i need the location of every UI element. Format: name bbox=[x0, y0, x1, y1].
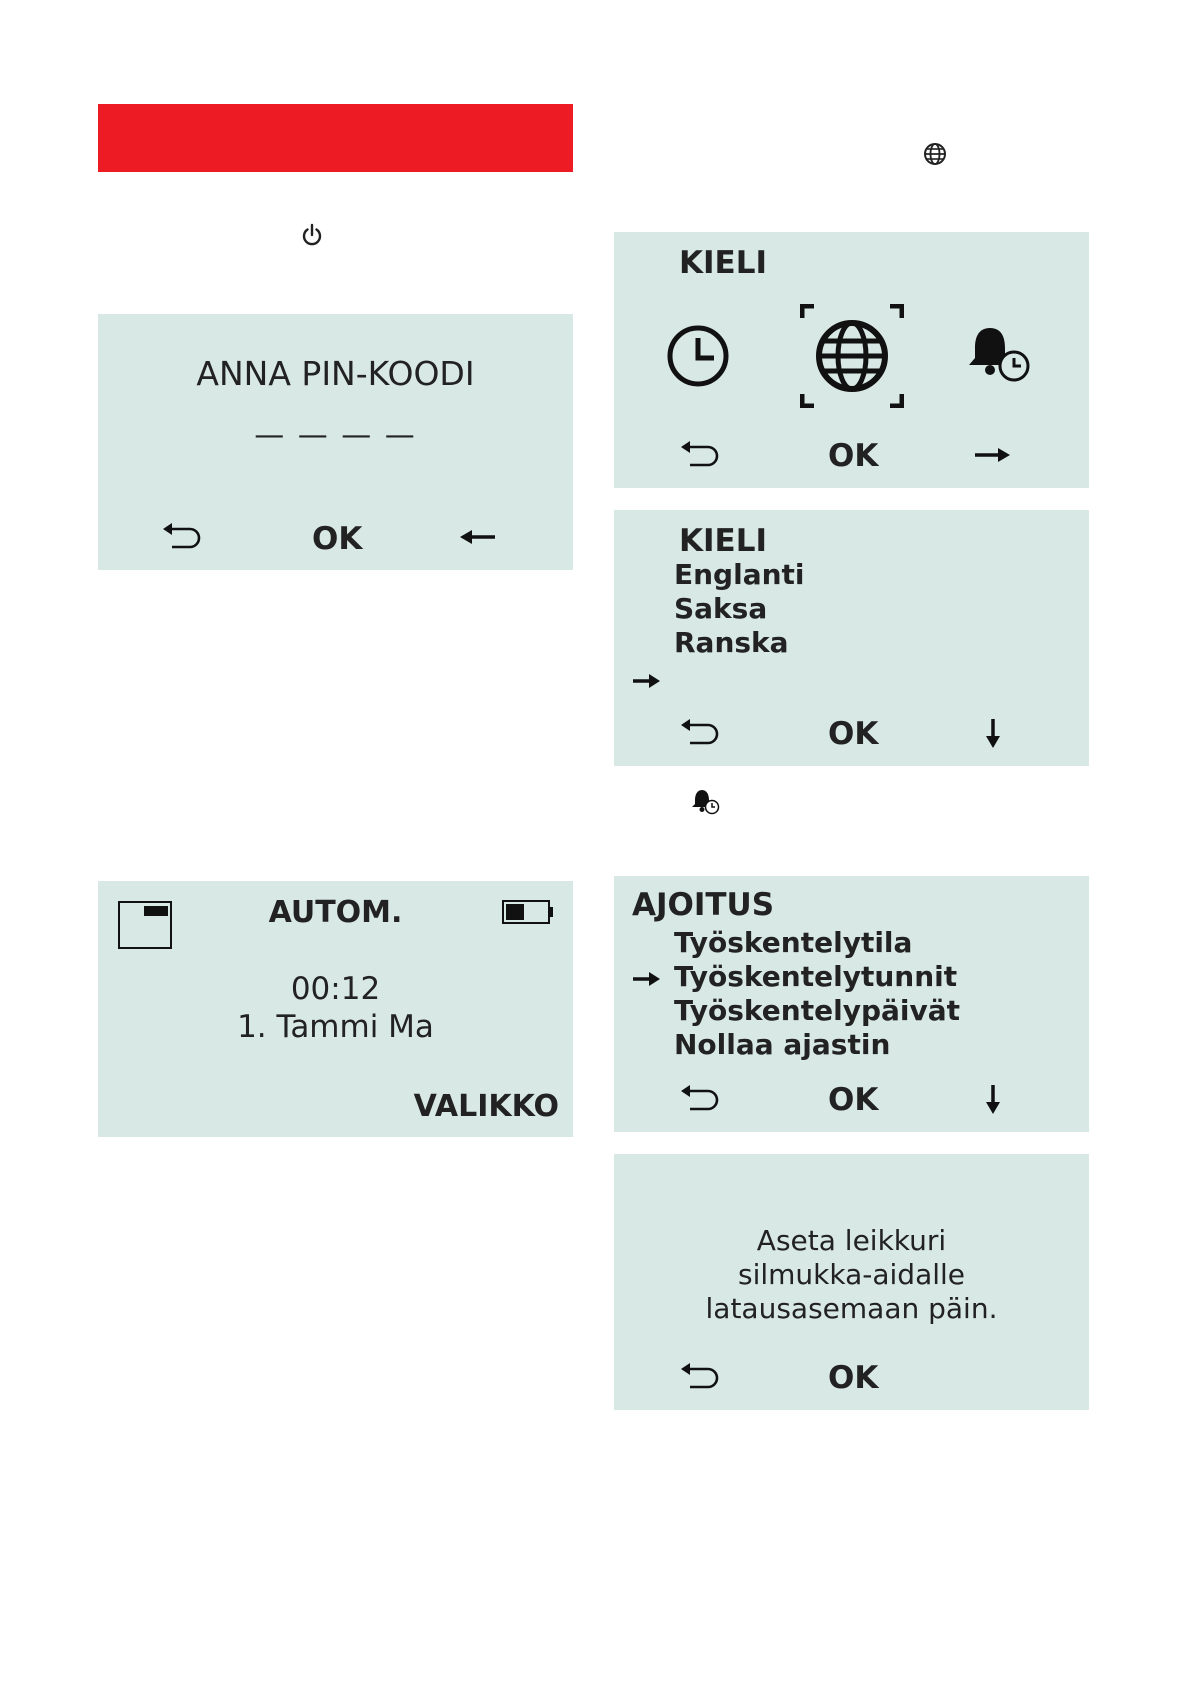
ok-button[interactable]: OK bbox=[312, 521, 363, 557]
bell-clock-icon[interactable] bbox=[966, 324, 1032, 386]
selection-arrow-icon bbox=[632, 673, 660, 689]
menu-title: KIELI bbox=[679, 245, 768, 281]
current-date: 1. Tammi Ma bbox=[237, 1009, 434, 1045]
menu-item-tyoskentelytunnit[interactable]: Työskentelytunnit bbox=[674, 960, 958, 993]
menu-item-nollaa-ajastin[interactable]: Nollaa ajastin bbox=[674, 1028, 891, 1061]
menu-title: KIELI bbox=[679, 523, 768, 559]
selection-arrow-icon bbox=[632, 971, 660, 987]
globe-icon[interactable] bbox=[800, 304, 904, 408]
clock-time: 00:12 bbox=[290, 971, 381, 1007]
language-option-ranska[interactable]: Ranska bbox=[674, 626, 789, 659]
home-screen bbox=[98, 881, 573, 1137]
clock-icon[interactable] bbox=[666, 324, 730, 388]
schedule-menu-screen bbox=[614, 876, 1089, 1132]
menu-button[interactable]: VALIKKO bbox=[413, 1089, 559, 1124]
mode-label: AUTOM. bbox=[268, 895, 403, 930]
language-icon-menu bbox=[614, 232, 1089, 488]
instruction-line-3: latausasemaan päin. bbox=[705, 1292, 998, 1325]
pin-title: ANNA PIN-KOODI bbox=[196, 354, 475, 393]
pin-entry-screen bbox=[98, 314, 573, 570]
back-icon[interactable] bbox=[680, 1362, 724, 1392]
power-icon bbox=[299, 222, 325, 248]
back-icon[interactable] bbox=[162, 522, 206, 552]
bell-clock-icon bbox=[691, 787, 721, 815]
menu-title: AJOITUS bbox=[632, 887, 775, 923]
arrow-down-icon[interactable] bbox=[985, 718, 1001, 748]
battery-icon bbox=[502, 900, 554, 924]
ok-button[interactable]: OK bbox=[828, 716, 879, 752]
pin-placeholder[interactable]: — — — — bbox=[254, 418, 417, 453]
language-option-saksa[interactable]: Saksa bbox=[674, 592, 768, 625]
ok-button[interactable]: OK bbox=[828, 438, 879, 474]
back-icon[interactable] bbox=[680, 1084, 724, 1114]
arrow-right-icon[interactable] bbox=[974, 446, 1010, 464]
back-icon[interactable] bbox=[680, 718, 724, 748]
ok-button[interactable]: OK bbox=[828, 1082, 879, 1118]
header-color-bar bbox=[98, 104, 573, 172]
instruction-line-1: Aseta leikkuri bbox=[756, 1224, 947, 1257]
menu-item-tyoskentelytila[interactable]: Työskentelytila bbox=[674, 926, 913, 959]
menu-item-tyoskentelypaivat[interactable]: Työskentelypäivät bbox=[674, 994, 961, 1027]
globe-icon bbox=[922, 141, 948, 167]
instruction-screen bbox=[614, 1154, 1089, 1410]
ok-button[interactable]: OK bbox=[828, 1360, 879, 1396]
arrow-left-icon[interactable] bbox=[460, 528, 496, 546]
instruction-line-2: silmukka-aidalle bbox=[737, 1258, 966, 1291]
language-option-englanti[interactable]: Englanti bbox=[674, 558, 805, 591]
language-list-screen bbox=[614, 510, 1089, 766]
arrow-down-icon[interactable] bbox=[985, 1084, 1001, 1114]
back-icon[interactable] bbox=[680, 440, 724, 470]
